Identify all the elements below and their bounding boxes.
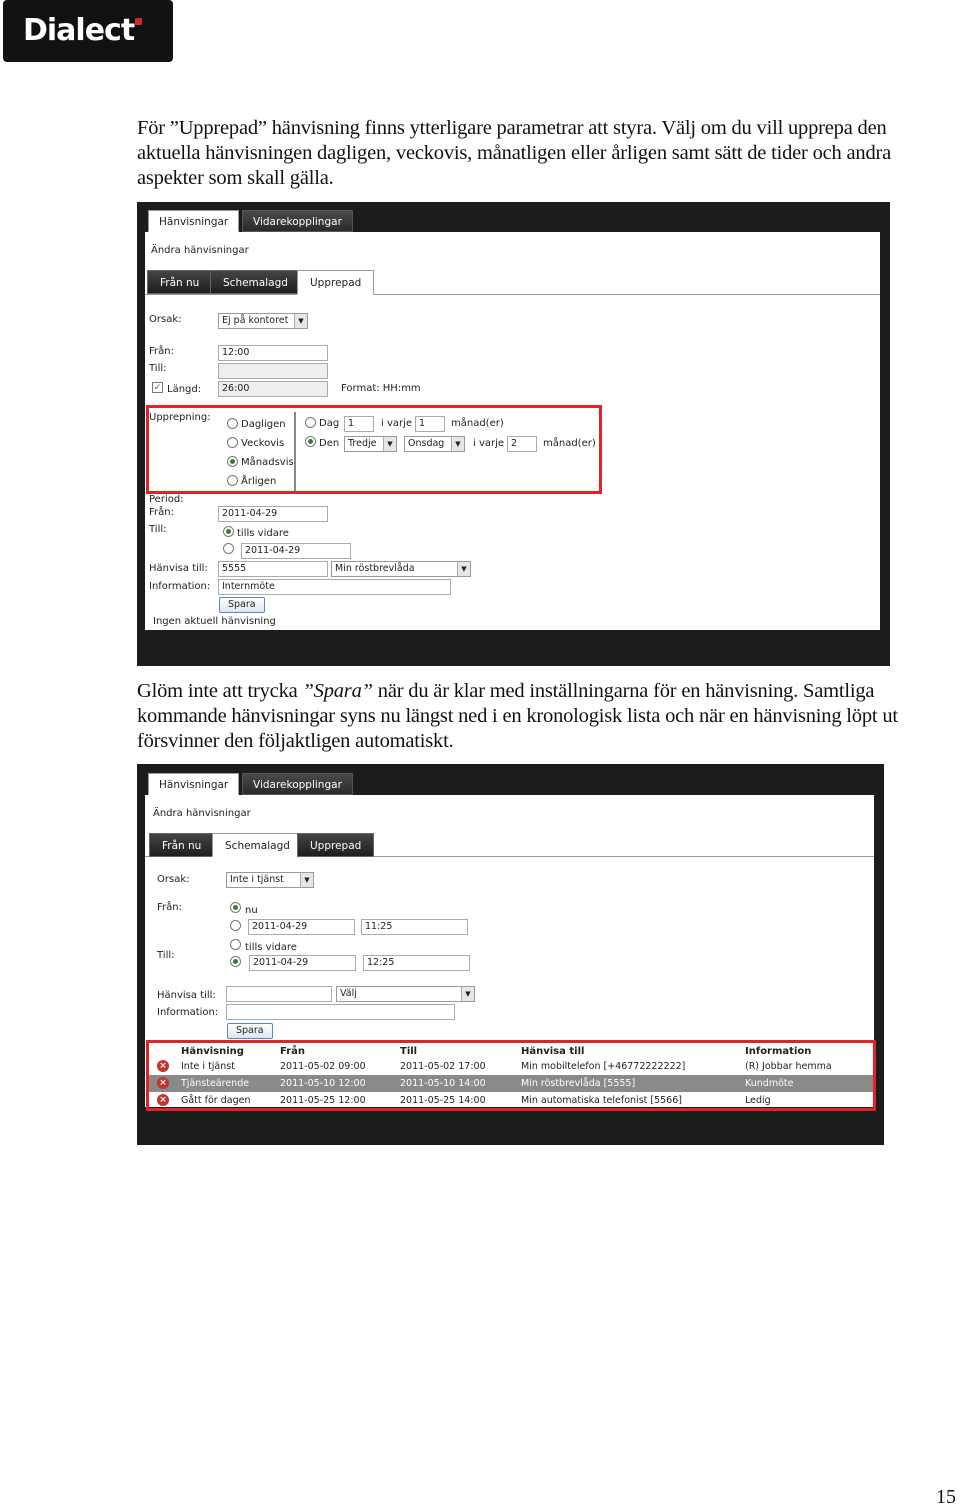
ivarje-label: i varje bbox=[381, 418, 413, 429]
cell-hanvisa-till: Min mobiltelefon [+46772222222] bbox=[521, 1061, 686, 1072]
middle-text-part2: när du är klar med inställningarna för en hänvisning. Samtliga kommande hänvisningar syns nu längst ned i en kronologisk lista och när en hänvisning löpt ut försvinner den följaktligen automatiskt. bbox=[137, 680, 898, 752]
cell-information: Ledig bbox=[745, 1095, 771, 1106]
middle-paragraph bbox=[137, 679, 947, 754]
till-date-input[interactable]: 2011-04-29 bbox=[249, 955, 356, 971]
hanvisa-select-value: Välj bbox=[340, 988, 357, 999]
freq-manadsvis: Månadsvis bbox=[241, 457, 294, 468]
delete-icon[interactable]: × bbox=[157, 1060, 169, 1072]
hanvisa-label: Hänvisa till: bbox=[149, 563, 208, 574]
cell-hanvisa-till: Min automatiska telefonist [5566] bbox=[521, 1095, 682, 1106]
orsak-label: Orsak: bbox=[149, 314, 182, 325]
highlight-upprepning bbox=[146, 405, 602, 494]
cell-hanvisa-till: Min röstbrevlåda [5555] bbox=[521, 1078, 636, 1089]
hanvisa-input[interactable] bbox=[226, 986, 332, 1002]
radio-till-date[interactable] bbox=[230, 956, 241, 967]
save-button[interactable]: Spara bbox=[227, 1023, 273, 1039]
chevron-down-icon: ▼ bbox=[383, 437, 396, 451]
hanvisa-input[interactable]: 5555 bbox=[218, 561, 328, 577]
freq-dagligen: Dagligen bbox=[241, 419, 286, 430]
col-hanvisa-till: Hänvisa till bbox=[521, 1046, 585, 1057]
cell-fran: 2011-05-10 12:00 bbox=[280, 1078, 366, 1089]
dag-input[interactable]: 1 bbox=[344, 416, 374, 432]
cell-information: Kundmöte bbox=[745, 1078, 794, 1089]
radio-period-till-date[interactable] bbox=[223, 543, 234, 554]
ivarje2-input[interactable]: 2 bbox=[507, 436, 537, 452]
period-fran-label: Från: bbox=[149, 507, 174, 518]
hanvisa-select-value: Min röstbrevlåda bbox=[335, 563, 415, 574]
ivarje-input[interactable]: 1 bbox=[415, 416, 445, 432]
period-till-label: Till: bbox=[149, 524, 167, 535]
section-heading: Ändra hänvisningar bbox=[153, 808, 251, 819]
col-hanvisning: Hänvisning bbox=[181, 1046, 244, 1057]
delete-icon[interactable]: × bbox=[157, 1077, 169, 1089]
cell-hanvisning: Inte i tjänst bbox=[181, 1061, 235, 1072]
chevron-down-icon: ▼ bbox=[451, 437, 464, 451]
ivarje2-label: i varje bbox=[473, 438, 505, 449]
col-till: Till bbox=[400, 1046, 418, 1057]
tab-hanvisningar[interactable]: Hänvisningar bbox=[148, 773, 239, 795]
status-text: Ingen aktuell hänvisning bbox=[153, 616, 276, 627]
hanvisa-select[interactable] bbox=[336, 986, 475, 1002]
freq-veckovis: Veckovis bbox=[241, 438, 285, 449]
page-number: 15 bbox=[936, 1486, 956, 1508]
fran-time-input[interactable]: 11:25 bbox=[361, 919, 468, 935]
col-information: Information bbox=[745, 1046, 812, 1057]
orsak-select[interactable] bbox=[218, 313, 308, 329]
cell-hanvisning: Tjänsteärende bbox=[181, 1078, 250, 1089]
save-button[interactable]: Spara bbox=[219, 597, 265, 613]
middle-text-emph: ”Spara” bbox=[302, 680, 373, 702]
manad2-label: månad(er) bbox=[543, 438, 596, 449]
radio-nu[interactable] bbox=[230, 902, 241, 913]
format-hint: Format: HH:mm bbox=[341, 383, 421, 394]
period-till-input[interactable]: 2011-04-29 bbox=[241, 543, 351, 559]
info-label: Information: bbox=[157, 1007, 219, 1018]
langd-input[interactable]: 26:00 bbox=[218, 381, 328, 397]
tab-schemalagd[interactable]: Schemalagd bbox=[210, 270, 301, 294]
upprepning-label: Upprepning: bbox=[149, 412, 211, 423]
chevron-down-icon: ▼ bbox=[300, 873, 313, 887]
fran-label: Från: bbox=[157, 902, 182, 913]
orsak-value: Ej på kontoret bbox=[222, 315, 289, 326]
intro-paragraph: För ”Upprepad” hänvisning finns ytterligare parametrar att styra. Välj om du vill upprepa den aktuella hänvisningen dagligen, veckovis, månatligen eller årligen samt sätt de tider och andra aspekter som skall gälla. bbox=[137, 117, 892, 189]
chevron-down-icon: ▼ bbox=[294, 314, 307, 328]
tab-schemalagd[interactable]: Schemalagd bbox=[212, 833, 303, 857]
cell-information: (R) Jobbar hemma bbox=[745, 1061, 832, 1072]
hanvisa-label: Hänvisa till: bbox=[157, 990, 216, 1001]
cell-till: 2011-05-10 14:00 bbox=[400, 1078, 486, 1089]
col-fran: Från bbox=[280, 1046, 305, 1057]
logo-mark-icon bbox=[135, 18, 142, 25]
middle-text-part1: Glöm inte att trycka bbox=[137, 680, 303, 702]
dialect-logo bbox=[3, 0, 173, 62]
den-value: Tredje bbox=[348, 438, 377, 449]
till-time-input[interactable]: 12:25 bbox=[363, 955, 470, 971]
cell-till: 2011-05-02 17:00 bbox=[400, 1061, 486, 1072]
hanvisa-select[interactable] bbox=[331, 561, 471, 577]
cell-fran: 2011-05-25 12:00 bbox=[280, 1095, 366, 1106]
fran-date-input[interactable]: 2011-04-29 bbox=[248, 919, 355, 935]
cell-till: 2011-05-25 14:00 bbox=[400, 1095, 486, 1106]
freq-arligen: Årligen bbox=[241, 476, 277, 487]
den-label: Den bbox=[319, 438, 340, 449]
till-label: Till: bbox=[157, 950, 175, 961]
screenshot-schemalagd bbox=[137, 764, 884, 1145]
period-fran-input[interactable]: 2011-04-29 bbox=[218, 506, 328, 522]
tab-hanvisningar[interactable]: Hänvisningar bbox=[148, 210, 239, 232]
manad-label: månad(er) bbox=[451, 418, 504, 429]
info-input[interactable] bbox=[226, 1004, 455, 1020]
fran-label: Från: bbox=[149, 346, 174, 357]
period-label: Period: bbox=[149, 494, 184, 505]
delete-icon[interactable]: × bbox=[157, 1094, 169, 1106]
chevron-down-icon: ▼ bbox=[457, 562, 470, 576]
tab-fran-nu[interactable]: Från nu bbox=[149, 833, 214, 857]
tab-vidarekopplingar[interactable]: Vidarekopplingar bbox=[242, 210, 353, 232]
tills-vidare-label: tills vidare bbox=[237, 528, 289, 539]
screenshot-upprepad bbox=[137, 202, 890, 666]
till-label: Till: bbox=[149, 363, 167, 374]
tab-fran-nu[interactable]: Från nu bbox=[147, 270, 212, 294]
info-input[interactable]: Internmöte bbox=[218, 579, 451, 595]
dag-label: Dag bbox=[319, 418, 340, 429]
highlight-list bbox=[146, 1040, 876, 1111]
till-time-input[interactable] bbox=[218, 363, 328, 379]
section-heading: Ändra hänvisningar bbox=[151, 245, 249, 256]
orsak-select[interactable] bbox=[226, 872, 314, 888]
langd-checkbox[interactable]: ✓ bbox=[153, 383, 162, 393]
info-label: Information: bbox=[149, 581, 211, 592]
logo-text: Dialect bbox=[23, 13, 135, 48]
cell-hanvisning: Gått för dagen bbox=[181, 1095, 251, 1106]
tab-vidarekopplingar[interactable]: Vidarekopplingar bbox=[242, 773, 353, 795]
nu-label: nu bbox=[245, 905, 258, 916]
chevron-down-icon: ▼ bbox=[461, 987, 474, 1001]
orsak-label: Orsak: bbox=[157, 874, 190, 885]
tills-vidare-label: tills vidare bbox=[245, 942, 297, 953]
radio-tills-vidare[interactable] bbox=[223, 526, 234, 537]
weekday-value: Onsdag bbox=[408, 438, 445, 449]
langd-label: Längd: bbox=[167, 384, 202, 395]
tab-upprepad[interactable]: Upprepad bbox=[297, 833, 374, 857]
orsak-value: Inte i tjänst bbox=[230, 874, 284, 885]
tab-upprepad[interactable]: Upprepad bbox=[297, 270, 374, 295]
fran-time-input[interactable]: 12:00 bbox=[218, 345, 328, 361]
radio-fran-date[interactable] bbox=[230, 920, 241, 931]
radio-tills-vidare[interactable] bbox=[230, 939, 241, 950]
cell-fran: 2011-05-02 09:00 bbox=[280, 1061, 366, 1072]
